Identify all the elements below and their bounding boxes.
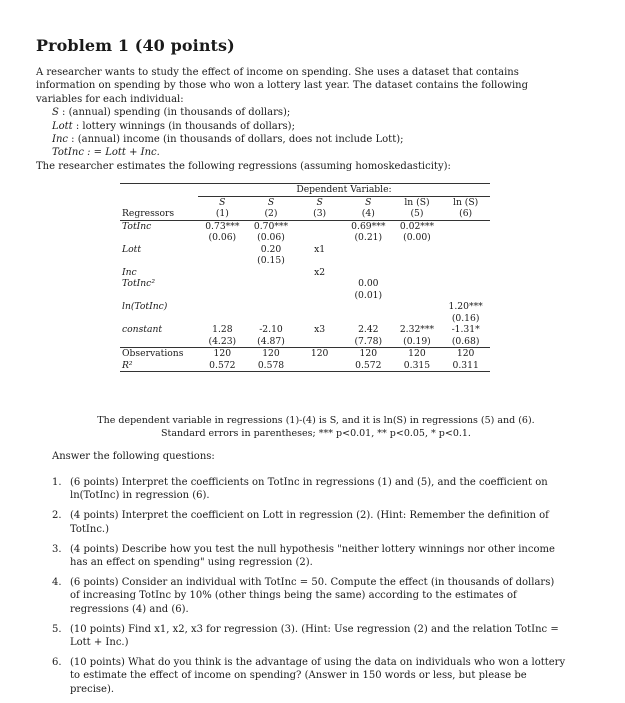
table-cell [393, 278, 442, 290]
question-item [52, 576, 567, 616]
question-number: 2. [52, 510, 62, 522]
table-header-row [120, 184, 490, 197]
r-squared-label: R² [120, 360, 198, 372]
question-item [52, 509, 567, 535]
dv-cell: ln (S) [404, 196, 430, 208]
dependent-variable-title: Dependent Variable: [198, 184, 490, 197]
table-cell: (0.68) [451, 335, 480, 347]
variable-item [52, 106, 566, 119]
col-num: (5) [393, 208, 442, 220]
regressor-label [120, 336, 198, 348]
table-cell: (0.19) [403, 335, 431, 347]
table-row [120, 301, 490, 313]
table-cell [247, 278, 296, 290]
table-body [120, 220, 490, 348]
observations-row [120, 348, 490, 360]
col-num: (3) [295, 208, 344, 220]
table-cell [198, 244, 247, 256]
question-text: (6 points) Interpret the coefficients on TotInc in regressions (1) and (5), and the coefficient on ln(TotInc) in regression (6). [70, 477, 548, 502]
variable-desc: : lottery winnings (in thousands of dollars); [72, 120, 295, 132]
question-text: (10 points) What do you think is the advantage of using the data on individuals who won a lottery to estimate the effect of income on spending? (Answer in 150 words or less, but please be precise). [70, 657, 566, 695]
regression-table [120, 183, 490, 372]
table-cell: 0.315 [393, 360, 442, 372]
table-cell [295, 336, 344, 348]
table-cell: (0.01) [354, 289, 383, 301]
table-cell [344, 267, 393, 279]
table-cell [295, 278, 344, 290]
dv-cell: S [316, 196, 323, 208]
table-cell: 2.32*** [399, 324, 435, 335]
table-cell: 0.73*** [205, 220, 240, 232]
table-cell: (0.21) [354, 232, 383, 243]
table-cell [198, 267, 247, 279]
column-number-row [120, 208, 490, 220]
regressor-label: ln(TotInc) [122, 301, 168, 312]
question-number: 6. [52, 657, 62, 669]
table-cell [344, 244, 393, 256]
table-cell [393, 313, 442, 325]
table-cell [247, 301, 296, 313]
table-cell: (0.15) [257, 255, 285, 266]
table-row [120, 290, 490, 302]
question-text: (4 points) Describe how you test the null hypothesis "neither lottery winnings nor other income has an effect on spending" using regression (2). [70, 543, 555, 569]
table-cell [393, 301, 442, 313]
table-row [120, 232, 490, 244]
dv-cell: S [365, 196, 372, 208]
table-cell: 0.70*** [253, 220, 289, 232]
dv-cell: ln (S) [453, 196, 479, 208]
table-cell [295, 301, 344, 313]
table-cell [247, 267, 296, 279]
regressors-label: Regressors [120, 208, 198, 220]
table-cell [198, 255, 247, 267]
r-squared-row [120, 360, 490, 372]
variable-desc: : (annual) income (in thousands of dollars, does not include Lott); [68, 134, 404, 146]
question-text: (4 points) Interpret the coefficient on Lott in regression (2). (Hint: Remember the definition of TotInc.) [70, 510, 549, 535]
table-cell [198, 278, 247, 290]
table-row [120, 278, 490, 290]
regressor-label [120, 313, 198, 325]
problem-intro [36, 66, 566, 173]
table-cell [198, 313, 247, 325]
regressor-label: TotInc² [122, 278, 156, 289]
regressor-label: constant [122, 324, 163, 335]
regressor-label [120, 290, 198, 302]
col-num: (6) [441, 208, 490, 220]
table-cell [441, 267, 490, 279]
table-cell [441, 278, 490, 290]
variable-item [52, 133, 566, 146]
regressor-label [120, 232, 198, 244]
observations-label: Observations [120, 348, 198, 360]
table-row [120, 255, 490, 267]
intro-paragraph: A researcher wants to study the effect of income on spending. She uses a dataset that contains information on spending by those who won a lottery last year. The dataset contains the following variables for each individual: [36, 67, 528, 105]
table-cell [247, 290, 296, 302]
table-cell: 0.00 [358, 278, 379, 289]
dv-cell: S [219, 196, 226, 208]
question-item [52, 543, 567, 569]
table-cell: 0.311 [441, 360, 490, 372]
table-cell [295, 290, 344, 302]
table-cell [441, 232, 490, 244]
table-cell: 120 [295, 348, 344, 360]
table-row [120, 313, 490, 325]
table-cell [441, 255, 490, 267]
variable-name: S [52, 107, 59, 119]
table-cell: 1.20*** [448, 301, 483, 312]
table-cell: 0.02*** [399, 220, 435, 232]
table-cell: -2.10 [259, 324, 283, 335]
variable-item [52, 120, 566, 133]
table-cell: x1 [314, 243, 326, 255]
regression-intro: The researcher estimates the following regressions (assuming homoskedasticity): [36, 160, 451, 172]
variable-name: TotInc [52, 147, 84, 159]
variable-desc: : (annual) spending (in thousands of dollars); [58, 107, 291, 119]
table-cell: (0.16) [451, 312, 480, 324]
dependent-variable-row [120, 196, 490, 208]
question-item [52, 656, 567, 696]
table-cell: 2.42 [358, 324, 379, 335]
table-cell: 0.572 [344, 360, 393, 372]
table-cell [441, 244, 490, 256]
variable-list [52, 106, 566, 160]
col-num: (2) [247, 208, 296, 220]
variable-name: Inc [52, 134, 68, 146]
notes-line: The dependent variable in regressions (1)-(4) is S, and it is ln(S) in regressions (5) and (6). [97, 415, 535, 426]
table-cell: x2 [314, 266, 326, 278]
table-cell [344, 255, 393, 267]
dv-cell: S [267, 196, 275, 208]
variable-desc: : = Lott + Inc. [83, 147, 160, 159]
table-cell: (0.06) [208, 232, 237, 243]
table-row [120, 324, 490, 336]
regressor-label: TotInc [122, 220, 152, 232]
table-cell [295, 255, 344, 267]
question-number: 4. [52, 577, 62, 589]
table-cell: 0.69*** [351, 220, 386, 232]
table-row [120, 244, 490, 256]
table-row [120, 267, 490, 279]
table-cell: 1.28 [212, 324, 233, 335]
table-cell [295, 232, 344, 244]
table-cell: 120 [344, 348, 393, 360]
question-list [52, 476, 567, 703]
problem-title: Problem 1 (40 points) [36, 36, 235, 55]
answer-prompt: Answer the following questions: [52, 451, 215, 462]
table-cell [247, 313, 296, 325]
table-cell: (7.78) [354, 335, 383, 347]
table-cell: 120 [441, 348, 490, 360]
table-row [120, 336, 490, 348]
variable-item [52, 146, 566, 159]
table-cell: -1.31* [451, 324, 480, 335]
table-cell [295, 313, 344, 325]
question-text: (6 points) Consider an individual with TotInc = 50. Compute the effect (in thousands of dollars) of increasing TotInc by 10% (other things being the same) according to the estimates of regressions (4) and (6). [70, 577, 555, 615]
table-cell: 120 [247, 348, 296, 360]
table-cell: (4.87) [257, 335, 285, 347]
table-cell: 0.572 [198, 360, 247, 372]
table-cell: 0.20 [260, 243, 282, 255]
table-cell: x3 [314, 324, 326, 335]
table-cell [344, 313, 393, 325]
question-number: 1. [52, 477, 62, 488]
table-cell: 0.578 [247, 360, 296, 372]
table-cell: (4.23) [208, 335, 237, 347]
table-cell [393, 244, 442, 256]
variable-name: Lott [52, 120, 73, 132]
table-cell [393, 290, 442, 302]
table-cell [393, 255, 442, 267]
table-cell [295, 360, 344, 372]
question-number: 3. [52, 543, 62, 555]
table-cell [441, 290, 490, 302]
table-cell [344, 301, 393, 313]
table-row [120, 220, 490, 232]
table-cell [198, 301, 247, 313]
regressor-label [120, 255, 198, 267]
regressor-label: Inc [122, 266, 137, 278]
table-cell: (0.00) [403, 232, 431, 243]
table-cell: 120 [393, 348, 442, 360]
table-cell: 120 [198, 348, 247, 360]
col-num: (1) [198, 208, 247, 220]
question-item [52, 623, 567, 649]
table-cell: (0.06) [257, 232, 285, 243]
table-cell [441, 220, 490, 232]
question-text: (10 points) Find x1, x2, x3 for regression (3). (Hint: Use regression (2) and the relation TotInc = Lott + Inc.) [70, 623, 559, 649]
table-notes [76, 415, 556, 440]
table-cell [393, 267, 442, 279]
question-number: 5. [52, 623, 62, 635]
col-num: (4) [344, 208, 393, 220]
table-cell [198, 290, 247, 302]
notes-line: Standard errors in parentheses; *** p<0.01, ** p<0.05, * p<0.1. [161, 427, 471, 439]
question-item [52, 476, 567, 502]
table-cell [295, 220, 344, 232]
regressor-label: Lott [122, 243, 142, 255]
